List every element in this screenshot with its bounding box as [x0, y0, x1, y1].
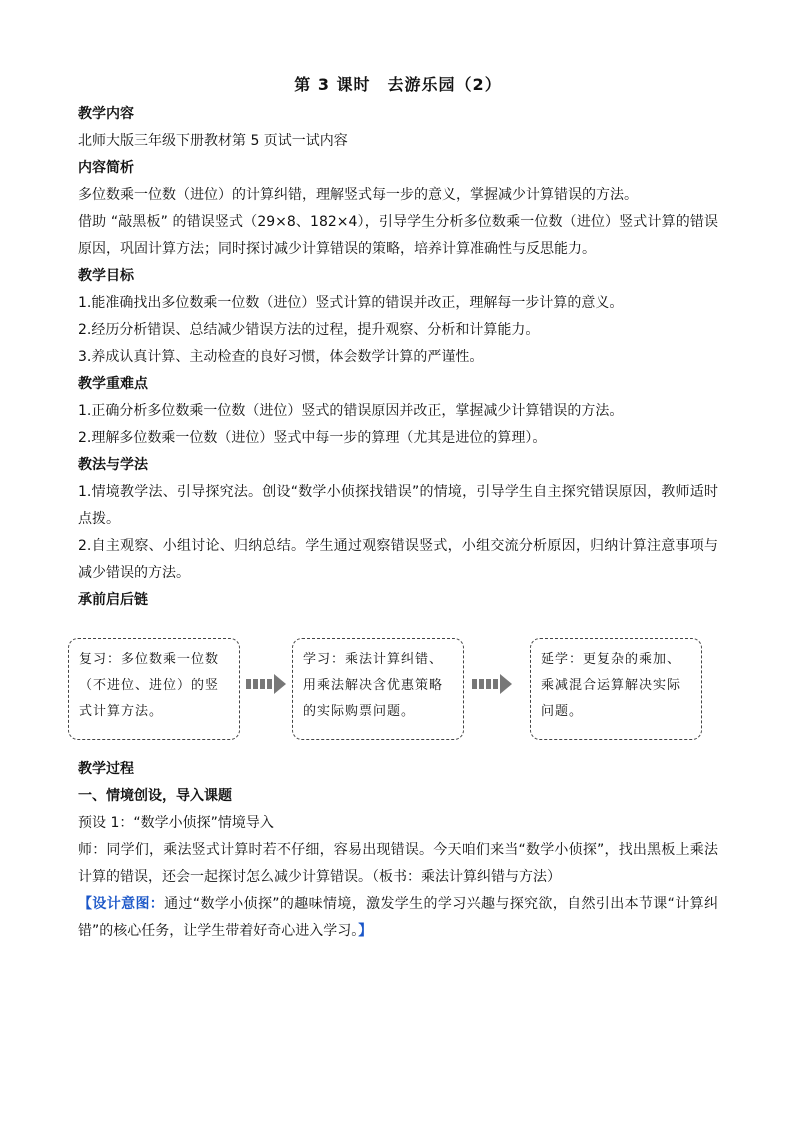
page-title: 第 3 课时 去游乐园（2） — [294, 75, 502, 94]
goal-item: 3.养成认真计算、主动检查的良好习惯，体会数学计算的严谨性。 — [78, 349, 484, 365]
design-intent-text: 通过“数学小侦探”的趣味情境，激发学生的学习兴趣与探究欲，自然引出本节课“计算纠错”的核心任务，让学生带着好奇心进入学习。 — [78, 896, 718, 939]
chain-flow — [78, 620, 718, 738]
brief-paragraph-1: 多位数乘一位数（进位）的计算纠错，理解竖式每一步的意义，掌握减少计算错误的方法。 — [78, 187, 638, 203]
goal-item: 2.经历分析错误、总结减少错误方法的过程，提升观察、分析和计算能力。 — [78, 322, 540, 338]
chain-box-extend: 延学：更复杂的乘加、乘减混合运算解决实际问题。 — [530, 638, 702, 740]
key-item: 1.正确分析多位数乘一位数（进位）竖式的错误原因并改正，掌握减少计算错误的方法。 — [78, 403, 624, 419]
key-item: 2.理解多位数乘一位数（进位）竖式中每一步的算理（尤其是进位的算理）。 — [78, 430, 547, 446]
dashed-arrow-icon — [470, 674, 514, 694]
heading-content: 教学内容 — [78, 106, 134, 122]
method-item: 1.情境教学法、引导探究法。创设“数学小侦探找错误”的情境，引导学生自主探究错误原因，教师适时点拨。 — [78, 484, 718, 527]
heading-goals: 教学目标 — [78, 268, 134, 284]
design-intent — [78, 891, 718, 945]
process-subheading: 一、情境创设，导入课题 — [78, 788, 232, 804]
heading-chain: 承前启后链 — [78, 592, 148, 608]
goal-item: 1.能准确找出多位数乘一位数（进位）竖式计算的错误并改正，理解每一步计算的意义。 — [78, 295, 624, 311]
preset-line: 预设 1：“数学小侦探”情境导入 — [78, 815, 274, 831]
heading-key-points: 教学重难点 — [78, 376, 148, 392]
chain-box-review: 复习：多位数乘一位数（不进位、进位）的竖式计算方法。 — [68, 638, 240, 740]
teacher-speech: 师：同学们，乘法竖式计算时若不仔细，容易出现错误。今天咱们来当“数学小侦探”，找出黑板上乘法计算的错误，还会一起探讨怎么减少计算错误。（板书：乘法计算纠错与方法） — [78, 842, 718, 885]
dashed-arrow-icon — [244, 674, 288, 694]
design-intent-label: 【设计意图： — [78, 896, 165, 912]
design-intent-close: 】 — [358, 923, 373, 939]
method-item: 2.自主观察、小组讨论、归纳总结。学生通过观察错误竖式，小组交流分析原因，归纳计算注意事项与减少错误的方法。 — [78, 538, 718, 581]
heading-process: 教学过程 — [78, 761, 134, 777]
heading-brief: 内容简析 — [78, 160, 134, 176]
chain-box-learn: 学习：乘法计算纠错、用乘法解决含优惠策略的实际购票问题。 — [292, 638, 464, 740]
heading-methods: 教法与学法 — [78, 457, 148, 473]
document-page — [78, 72, 718, 945]
content-text: 北师大版三年级下册教材第 5 页试一试内容 — [78, 133, 348, 149]
brief-paragraph-2: 借助 “敲黑板” 的错误竖式（29×8、182×4），引导学生分析多位数乘一位数（进位）竖式计算的错误原因，巩固计算方法；同时探讨减少计算错误的策略，培养计算准确性与反思能力。 — [78, 214, 718, 257]
